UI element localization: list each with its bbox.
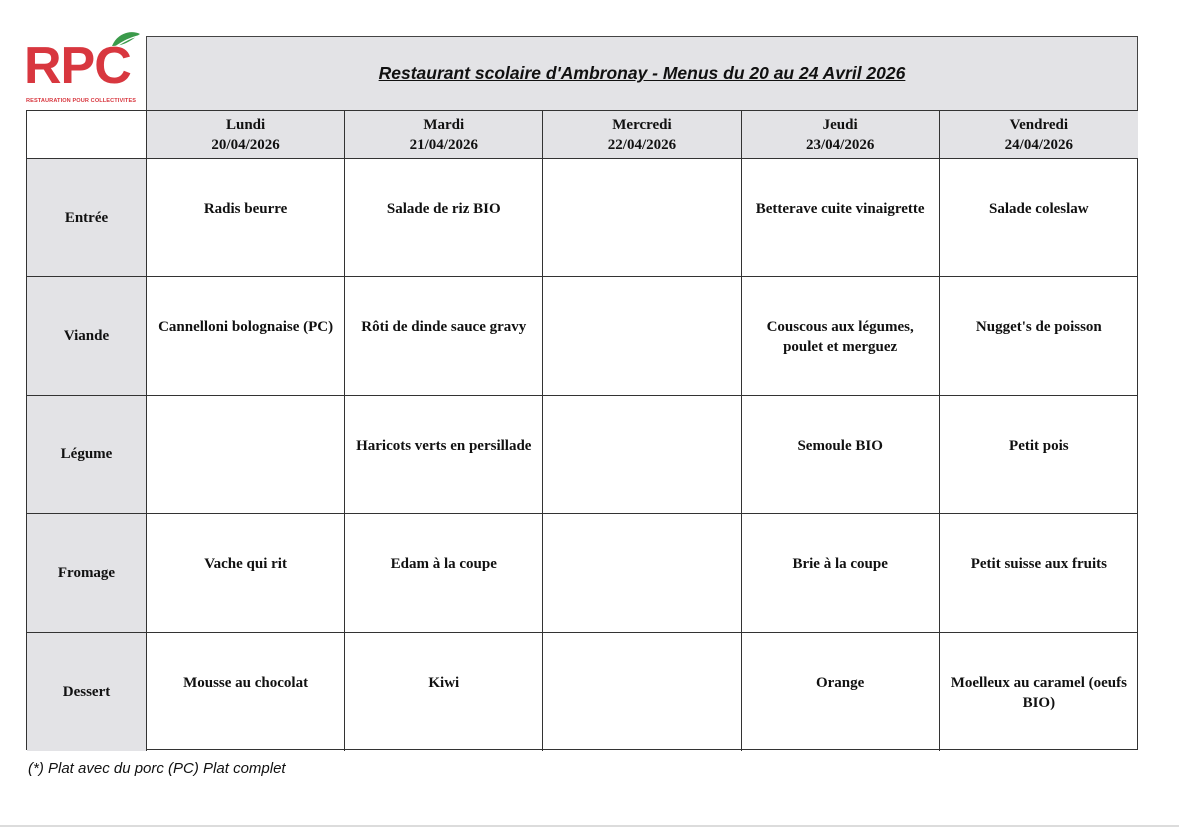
day-date: 21/04/2026 bbox=[409, 136, 478, 153]
day-date: 20/04/2026 bbox=[211, 136, 280, 153]
footnote: (*) Plat avec du porc (PC) Plat complet bbox=[28, 760, 286, 777]
menu-cell bbox=[543, 633, 741, 751]
rpc-logo bbox=[24, 30, 148, 110]
logo-subtitle: RESTAURATION POUR COLLECTIVITES bbox=[26, 98, 137, 104]
day-header-lundi bbox=[147, 111, 345, 159]
row-header-dessert: Dessert bbox=[27, 633, 147, 751]
menu-cell: Mousse au chocolat bbox=[147, 633, 345, 751]
menu-cell bbox=[543, 159, 741, 277]
menu-cell: Kiwi bbox=[345, 633, 543, 751]
day-header-mardi bbox=[345, 111, 543, 159]
menu-cell: Semoule BIO bbox=[742, 396, 940, 514]
menu-cell: Haricots verts en persillade bbox=[345, 396, 543, 514]
row-header-viande: Viande bbox=[27, 277, 147, 395]
menu-cell bbox=[543, 277, 741, 395]
day-date: 23/04/2026 bbox=[805, 136, 875, 153]
menu-cell: Petit suisse aux fruits bbox=[940, 514, 1138, 632]
page-title: Restaurant scolaire d'Ambronay - Menus du 20 au 24 Avril 2026 bbox=[378, 63, 906, 83]
day-header-vendredi bbox=[940, 111, 1138, 159]
menu-cell: Brie à la coupe bbox=[742, 514, 940, 632]
title-band bbox=[146, 36, 1138, 112]
day-name: Vendredi bbox=[1009, 116, 1069, 133]
day-name: Jeudi bbox=[822, 116, 858, 133]
row-header-legume: Légume bbox=[27, 396, 147, 514]
menu-cell: Rôti de dinde sauce gravy bbox=[345, 277, 543, 395]
day-name: Mercredi bbox=[612, 116, 672, 133]
page-bottom-rule bbox=[0, 825, 1179, 827]
menu-cell: Cannelloni bolognaise (PC) bbox=[147, 277, 345, 395]
menu-cell: Betterave cuite vinaigrette bbox=[742, 159, 940, 277]
menu-cell: Couscous aux légumes, poulet et merguez bbox=[742, 277, 940, 395]
day-name: Mardi bbox=[423, 116, 465, 133]
row-header-fromage: Fromage bbox=[27, 514, 147, 632]
menu-table bbox=[26, 110, 1138, 750]
row-header-entree: Entrée bbox=[27, 159, 147, 277]
day-name: Lundi bbox=[225, 116, 266, 133]
menu-cell: Radis beurre bbox=[147, 159, 345, 277]
day-date: 22/04/2026 bbox=[607, 136, 677, 153]
logo-text: RPC bbox=[24, 37, 131, 95]
menu-cell bbox=[147, 396, 345, 514]
menu-cell bbox=[543, 514, 741, 632]
menu-cell: Orange bbox=[742, 633, 940, 751]
menu-cell: Salade de riz BIO bbox=[345, 159, 543, 277]
menu-cell: Vache qui rit bbox=[147, 514, 345, 632]
menu-cell: Edam à la coupe bbox=[345, 514, 543, 632]
menu-cell: Nugget's de poisson bbox=[940, 277, 1138, 395]
menu-cell bbox=[543, 396, 741, 514]
table-corner bbox=[27, 111, 147, 159]
day-header-mercredi bbox=[543, 111, 741, 159]
day-header-jeudi bbox=[742, 111, 940, 159]
day-date: 24/04/2026 bbox=[1004, 136, 1074, 153]
menu-cell: Moelleux au caramel (oeufs BIO) bbox=[950, 674, 1127, 711]
menu-cell: Salade coleslaw bbox=[940, 159, 1138, 277]
menu-cell: Petit pois bbox=[940, 396, 1138, 514]
